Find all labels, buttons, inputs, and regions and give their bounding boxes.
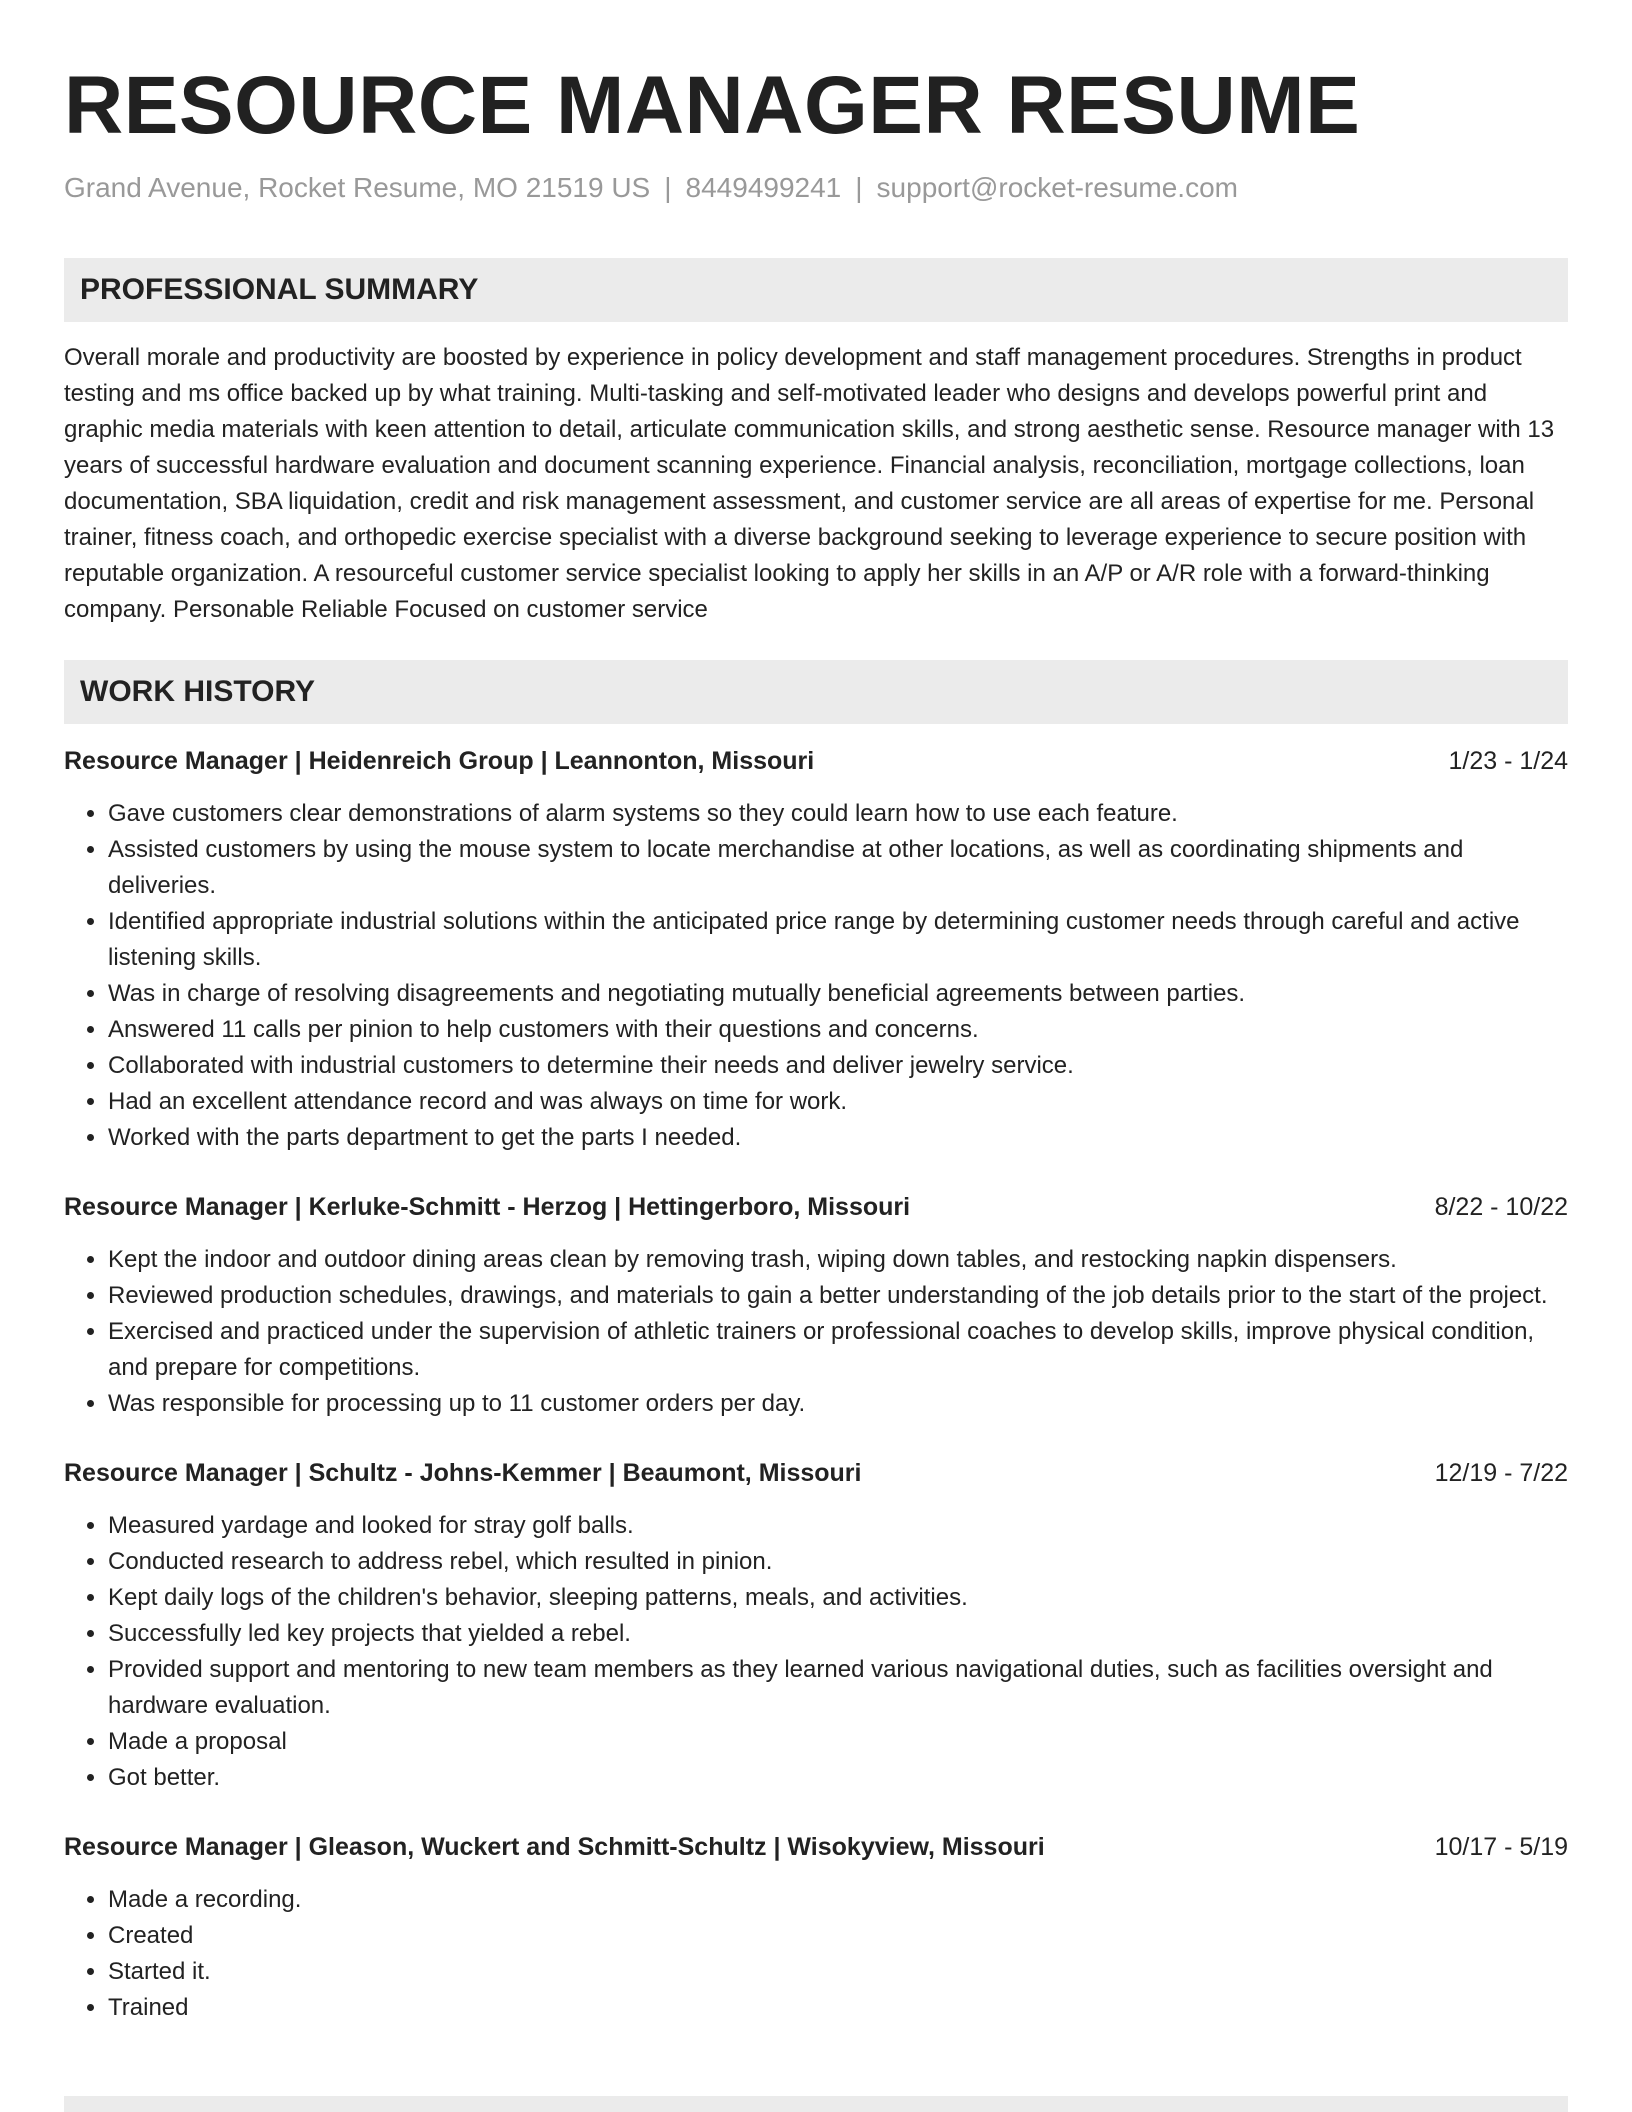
- job-bullet: • Identified appropriate industrial solutions within the anticipated price range by determining customer needs through careful and active listening skills.: [108, 904, 1568, 976]
- job-bullet: • Answered 11 calls per pinion to help customers with their questions and concerns.: [108, 1012, 1568, 1048]
- job-header: [64, 1456, 1568, 1490]
- contact-line: [64, 170, 1568, 206]
- job-bullets: [64, 1508, 1568, 1796]
- job-entry: [64, 1830, 1568, 2026]
- job-bullet: • Conducted research to address rebel, which resulted in pinion.: [108, 1544, 1568, 1580]
- job-header: [64, 1830, 1568, 1864]
- job-dates: 12/19 - 7/22: [1434, 1459, 1568, 1487]
- job-bullet: • Worked with the parts department to get the parts I needed.: [108, 1120, 1568, 1156]
- job-bullet: • Assisted customers by using the mouse system to locate merchandise at other locations, as well as coordinating shipments and deliveries.: [108, 832, 1568, 904]
- job-dates: 10/17 - 5/19: [1434, 1833, 1568, 1861]
- contact-email[interactable]: support@rocket-resume.com: [876, 172, 1238, 203]
- job-bullet: • Trained: [108, 1990, 1568, 2026]
- job-header: [64, 1190, 1568, 1224]
- job-title: Resource Manager | Kerluke-Schmitt - Herzog | Hettingerboro, Missouri: [64, 1193, 911, 1221]
- job-bullet: • Had an excellent attendance record and was always on time for work.: [108, 1084, 1568, 1120]
- job-bullet: • Collaborated with industrial customers to determine their needs and deliver jewelry service.: [108, 1048, 1568, 1084]
- contact-separator: |: [855, 172, 863, 203]
- job-entry: [64, 744, 1568, 1156]
- job-title: Resource Manager | Heidenreich Group | Leannonton, Missouri: [64, 747, 815, 775]
- section-header-work-history: [64, 660, 1568, 724]
- job-dates: 8/22 - 10/22: [1434, 1193, 1568, 1221]
- job-bullet: • Gave customers clear demonstrations of alarm systems so they could learn how to use each feature.: [108, 796, 1568, 832]
- job-bullets: [64, 1882, 1568, 2026]
- job-bullet: • Was responsible for processing up to 11 customer orders per day.: [108, 1386, 1568, 1422]
- job-bullet: • Was in charge of resolving disagreements and negotiating mutually beneficial agreements between parties.: [108, 976, 1568, 1012]
- job-bullet: • Exercised and practiced under the supervision of athletic trainers or professional coaches to develop skills, improve physical condition, and prepare for competitions.: [108, 1314, 1568, 1386]
- job-bullet: • Measured yardage and looked for stray golf balls.: [108, 1508, 1568, 1544]
- section-title-summary: PROFESSIONAL SUMMARY: [80, 273, 479, 306]
- section-title-work-history: WORK HISTORY: [80, 675, 316, 708]
- job-bullets: [64, 796, 1568, 1156]
- job-bullet: • Successfully led key projects that yielded a rebel.: [108, 1616, 1568, 1652]
- job-bullet: • Made a recording.: [108, 1882, 1568, 1918]
- job-dates: 1/23 - 1/24: [1448, 747, 1568, 775]
- job-bullet: • Made a proposal: [108, 1724, 1568, 1760]
- job-bullet: • Got better.: [108, 1760, 1568, 1796]
- job-entry: [64, 1456, 1568, 1796]
- resume-page: [64, 0, 1568, 2026]
- contact-separator: |: [664, 172, 672, 203]
- job-bullet: • Reviewed production schedules, drawings, and materials to gain a better understanding of the job details prior to the start of the project.: [108, 1278, 1568, 1314]
- job-bullet: • Kept daily logs of the children's behavior, sleeping patterns, meals, and activities.: [108, 1580, 1568, 1616]
- contact-address: Grand Avenue, Rocket Resume, MO 21519 US: [64, 172, 651, 203]
- job-title: Resource Manager | Schultz - Johns-Kemmer | Beaumont, Missouri: [64, 1459, 862, 1487]
- job-header: [64, 744, 1568, 778]
- job-entry: [64, 1190, 1568, 1422]
- job-bullet: • Provided support and mentoring to new team members as they learned various navigational duties, such as facilities oversight and hardware evaluation.: [108, 1652, 1568, 1724]
- work-history-list: [64, 744, 1568, 2026]
- professional-summary-text: Overall morale and productivity are boosted by experience in policy development and staff management procedures. Strengths in product testing and ms office backed up by what training. Multi-tasking and self-motivated leader who designs and develops powerful print and graphic media materials with keen attention to detail, articulate communication skills, and strong aesthetic sense. Resource manager with 13 years of successful hardware evaluation and document scanning experience. Financial analysis, reconciliation, mortgage collections, loan documentation, SBA liquidation, credit and risk management assessment, and customer service are all areas of expertise for me. Personal trainer, fitness coach, and orthopedic exercise specialist with a diverse background seeking to leverage experience to secure position with reputable organization. A resourceful customer service specialist looking to apply her skills in an A/P or A/R role with a forward-thinking company. Personable Reliable Focused on customer service: [64, 344, 1555, 623]
- contact-phone: 8449499241: [685, 172, 842, 203]
- job-bullets: [64, 1242, 1568, 1422]
- section-header-summary: [64, 258, 1568, 322]
- job-title: Resource Manager | Gleason, Wuckert and Schmitt-Schultz | Wisokyview, Missouri: [64, 1833, 1045, 1861]
- resume-title: RESOURCE MANAGER RESUME: [64, 60, 1361, 151]
- job-bullet: • Created: [108, 1918, 1568, 1954]
- job-bullet: • Kept the indoor and outdoor dining areas clean by removing trash, wiping down tables, and restocking napkin dispensers.: [108, 1242, 1568, 1278]
- job-bullet: • Started it.: [108, 1954, 1568, 1990]
- next-section-header-bar: [64, 2096, 1568, 2112]
